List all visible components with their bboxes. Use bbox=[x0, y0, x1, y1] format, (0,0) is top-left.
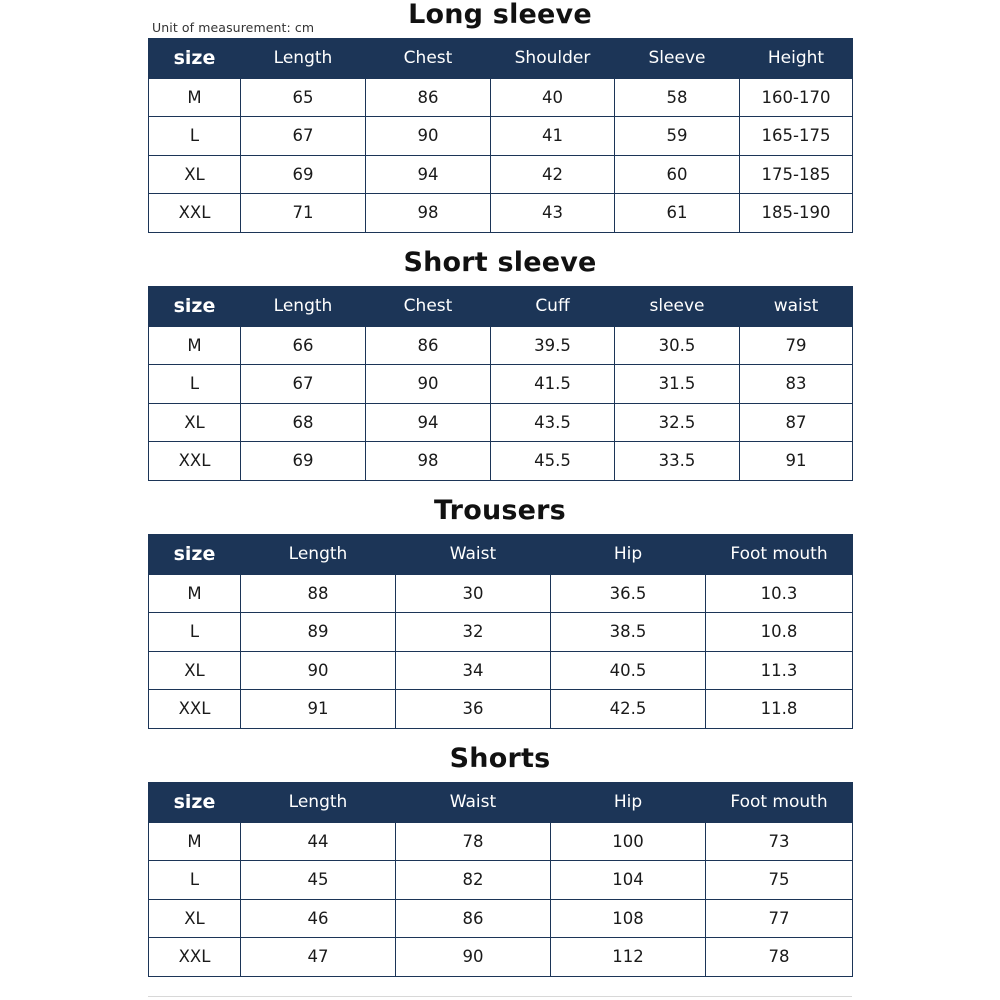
table-row bbox=[149, 861, 853, 900]
cell-foot-mouth: 73 bbox=[706, 822, 853, 861]
cell-waist: 79 bbox=[740, 326, 853, 365]
size-table-trousers bbox=[148, 534, 853, 729]
column-header-hip: Hip bbox=[551, 782, 706, 822]
cell-waist: 34 bbox=[396, 651, 551, 690]
section-shorts bbox=[148, 744, 852, 977]
cell-length: 88 bbox=[241, 574, 396, 613]
cell-size: L bbox=[149, 613, 241, 652]
cell-size: L bbox=[149, 365, 241, 404]
cell-waist: 78 bbox=[396, 822, 551, 861]
cell-sleeve: 60 bbox=[615, 155, 740, 194]
cell-foot-mouth: 10.3 bbox=[706, 574, 853, 613]
column-header-foot-mouth: Foot mouth bbox=[706, 782, 853, 822]
table-row bbox=[149, 442, 853, 481]
cell-waist: 30 bbox=[396, 574, 551, 613]
cell-waist: 36 bbox=[396, 690, 551, 729]
cell-height: 175-185 bbox=[740, 155, 853, 194]
cell-waist: 90 bbox=[396, 938, 551, 977]
cell-chest: 98 bbox=[366, 194, 491, 233]
table-header-row bbox=[149, 782, 853, 822]
section-title: Shorts bbox=[449, 743, 551, 774]
cell-foot-mouth: 10.8 bbox=[706, 613, 853, 652]
cell-length: 67 bbox=[241, 117, 366, 156]
cell-sleeve: 59 bbox=[615, 117, 740, 156]
column-header-waist: Waist bbox=[396, 534, 551, 574]
column-header-shoulder: Shoulder bbox=[491, 38, 615, 78]
cell-chest: 86 bbox=[366, 326, 491, 365]
cell-height: 160-170 bbox=[740, 78, 853, 117]
column-header-size: size bbox=[149, 38, 241, 78]
cell-chest: 86 bbox=[366, 78, 491, 117]
table-row bbox=[149, 822, 853, 861]
section-title: Short sleeve bbox=[403, 247, 597, 278]
section-title: Trousers bbox=[434, 495, 566, 526]
column-header-sleeve: sleeve bbox=[615, 286, 740, 326]
cell-size: XXL bbox=[149, 690, 241, 729]
cell-size: XL bbox=[149, 403, 241, 442]
cell-foot-mouth: 75 bbox=[706, 861, 853, 900]
cell-size: M bbox=[149, 78, 241, 117]
cell-length: 65 bbox=[241, 78, 366, 117]
table-row bbox=[149, 365, 853, 404]
cell-length: 89 bbox=[241, 613, 396, 652]
bottom-divider bbox=[148, 996, 852, 997]
column-header-size: size bbox=[149, 782, 241, 822]
cell-hip: 104 bbox=[551, 861, 706, 900]
cell-chest: 90 bbox=[366, 365, 491, 404]
cell-waist: 83 bbox=[740, 365, 853, 404]
cell-size: XL bbox=[149, 651, 241, 690]
column-header-waist: Waist bbox=[396, 782, 551, 822]
cell-sleeve: 33.5 bbox=[615, 442, 740, 481]
cell-waist: 91 bbox=[740, 442, 853, 481]
cell-length: 44 bbox=[241, 822, 396, 861]
cell-sleeve: 32.5 bbox=[615, 403, 740, 442]
cell-length: 69 bbox=[241, 442, 366, 481]
cell-chest: 94 bbox=[366, 403, 491, 442]
table-row bbox=[149, 613, 853, 652]
cell-cuff: 39.5 bbox=[491, 326, 615, 365]
cell-shoulder: 41 bbox=[491, 117, 615, 156]
section-long-sleeve bbox=[148, 0, 852, 233]
cell-foot-mouth: 78 bbox=[706, 938, 853, 977]
column-header-waist: waist bbox=[740, 286, 853, 326]
cell-hip: 38.5 bbox=[551, 613, 706, 652]
table-row bbox=[149, 117, 853, 156]
column-header-length: Length bbox=[241, 782, 396, 822]
column-header-size: size bbox=[149, 534, 241, 574]
cell-shoulder: 42 bbox=[491, 155, 615, 194]
table-row bbox=[149, 403, 853, 442]
cell-shoulder: 40 bbox=[491, 78, 615, 117]
section-short-sleeve bbox=[148, 248, 852, 481]
cell-length: 47 bbox=[241, 938, 396, 977]
cell-height: 165-175 bbox=[740, 117, 853, 156]
column-header-sleeve: Sleeve bbox=[615, 38, 740, 78]
cell-size: L bbox=[149, 117, 241, 156]
cell-size: XL bbox=[149, 155, 241, 194]
cell-hip: 42.5 bbox=[551, 690, 706, 729]
cell-hip: 100 bbox=[551, 822, 706, 861]
section-trousers bbox=[148, 496, 852, 729]
cell-size: XXL bbox=[149, 194, 241, 233]
column-header-chest: Chest bbox=[366, 286, 491, 326]
section-title: Long sleeve bbox=[408, 0, 592, 30]
cell-foot-mouth: 11.8 bbox=[706, 690, 853, 729]
cell-length: 66 bbox=[241, 326, 366, 365]
cell-chest: 98 bbox=[366, 442, 491, 481]
table-row bbox=[149, 899, 853, 938]
cell-chest: 94 bbox=[366, 155, 491, 194]
column-header-chest: Chest bbox=[366, 38, 491, 78]
column-header-foot-mouth: Foot mouth bbox=[706, 534, 853, 574]
cell-length: 90 bbox=[241, 651, 396, 690]
table-row bbox=[149, 651, 853, 690]
cell-size: M bbox=[149, 574, 241, 613]
column-header-size: size bbox=[149, 286, 241, 326]
cell-waist: 82 bbox=[396, 861, 551, 900]
cell-length: 67 bbox=[241, 365, 366, 404]
cell-length: 91 bbox=[241, 690, 396, 729]
cell-waist: 86 bbox=[396, 899, 551, 938]
cell-cuff: 45.5 bbox=[491, 442, 615, 481]
cell-foot-mouth: 77 bbox=[706, 899, 853, 938]
cell-waist: 32 bbox=[396, 613, 551, 652]
cell-sleeve: 61 bbox=[615, 194, 740, 233]
cell-chest: 90 bbox=[366, 117, 491, 156]
table-header-row bbox=[149, 286, 853, 326]
unit-of-measurement-note: Unit of measurement: cm bbox=[152, 20, 315, 35]
cell-hip: 40.5 bbox=[551, 651, 706, 690]
column-header-cuff: Cuff bbox=[491, 286, 615, 326]
cell-size: L bbox=[149, 861, 241, 900]
table-row bbox=[149, 574, 853, 613]
cell-size: XXL bbox=[149, 442, 241, 481]
cell-foot-mouth: 11.3 bbox=[706, 651, 853, 690]
cell-cuff: 41.5 bbox=[491, 365, 615, 404]
cell-length: 45 bbox=[241, 861, 396, 900]
cell-hip: 108 bbox=[551, 899, 706, 938]
cell-length: 71 bbox=[241, 194, 366, 233]
cell-sleeve: 30.5 bbox=[615, 326, 740, 365]
cell-sleeve: 58 bbox=[615, 78, 740, 117]
size-table-short-sleeve bbox=[148, 286, 853, 481]
table-row bbox=[149, 690, 853, 729]
cell-size: XL bbox=[149, 899, 241, 938]
cell-height: 185-190 bbox=[740, 194, 853, 233]
cell-sleeve: 31.5 bbox=[615, 365, 740, 404]
cell-size: M bbox=[149, 822, 241, 861]
table-row bbox=[149, 194, 853, 233]
cell-waist: 87 bbox=[740, 403, 853, 442]
table-row bbox=[149, 326, 853, 365]
cell-length: 46 bbox=[241, 899, 396, 938]
size-table-long-sleeve bbox=[148, 38, 853, 233]
table-header-row bbox=[149, 534, 853, 574]
column-header-length: Length bbox=[241, 38, 366, 78]
cell-length: 69 bbox=[241, 155, 366, 194]
cell-length: 68 bbox=[241, 403, 366, 442]
table-header-row bbox=[149, 38, 853, 78]
column-header-hip: Hip bbox=[551, 534, 706, 574]
size-table-shorts bbox=[148, 782, 853, 977]
cell-size: XXL bbox=[149, 938, 241, 977]
table-row bbox=[149, 78, 853, 117]
table-row bbox=[149, 155, 853, 194]
cell-size: M bbox=[149, 326, 241, 365]
cell-cuff: 43.5 bbox=[491, 403, 615, 442]
cell-shoulder: 43 bbox=[491, 194, 615, 233]
column-header-height: Height bbox=[740, 38, 853, 78]
table-row bbox=[149, 938, 853, 977]
cell-hip: 36.5 bbox=[551, 574, 706, 613]
column-header-length: Length bbox=[241, 286, 366, 326]
column-header-length: Length bbox=[241, 534, 396, 574]
cell-hip: 112 bbox=[551, 938, 706, 977]
